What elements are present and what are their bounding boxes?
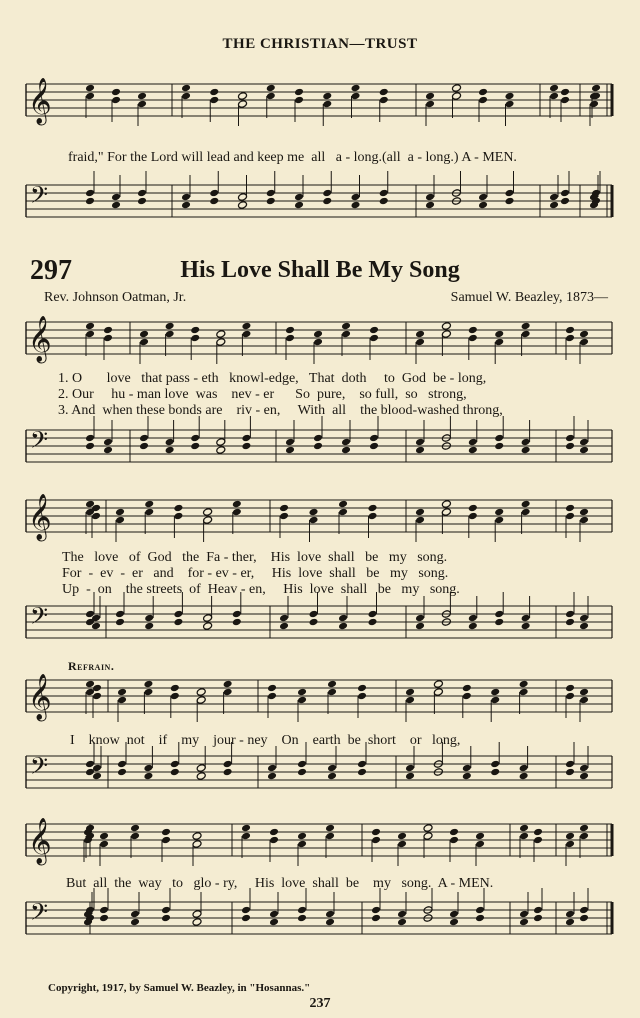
svg-text:𝄢: 𝄢: [30, 181, 49, 214]
verse-2-line-1: 2. Our hu - man love was nev - er So pure, so full, so strong,: [58, 387, 467, 402]
svg-text:𝄢: 𝄢: [30, 898, 49, 931]
svg-text:𝄢: 𝄢: [30, 426, 49, 459]
verse-1-line-2: The love of God the Fa - ther, His love shall be my song.: [62, 550, 448, 565]
svg-text:𝄞: 𝄞: [28, 316, 52, 362]
hymn-title: His Love Shall Be My Song: [180, 257, 460, 283]
svg-text:𝄢: 𝄢: [30, 752, 49, 785]
verse-3-line-1: 3. And when these bonds are riv - en, With all the blood-washed throng,: [58, 403, 503, 418]
composer-credit: Samuel W. Beazley, 1873—: [450, 290, 608, 305]
verse-2-line-2: For - ev - er and for - ev - er, His love shall be my song.: [62, 566, 449, 581]
running-header: THE CHRISTIAN—TRUST: [222, 36, 418, 52]
hymn-number: 297: [30, 255, 72, 286]
svg-text:𝄢: 𝄢: [30, 602, 49, 635]
refrain-line-1: I know not if my jour - ney On earth be short or long,: [70, 733, 461, 748]
refrain-label: Refrain.: [68, 659, 115, 673]
verse-1-line-1: 1. O love that pass - eth knowl-edge, That doth to God be - long,: [58, 371, 487, 386]
svg-text:𝄞: 𝄞: [28, 494, 52, 540]
previous-hymn-lyric: fraid," For the Lord will lead and keep me all a - long.(all a - long.) A - MEN.: [68, 150, 517, 165]
refrain-line-2: But all the way to glo - ry, His love shall be my song. A - MEN.: [66, 876, 494, 891]
copyright-notice: Copyright, 1917, by Samuel W. Beazley, in "Hosannas.": [48, 982, 311, 994]
svg-text:𝄞: 𝄞: [28, 78, 52, 124]
verse-3-line-2: Up - on the streets of Heav - en, His love shall be my song.: [62, 582, 460, 597]
svg-text:𝄞: 𝄞: [28, 818, 52, 864]
author-credit: Rev. Johnson Oatman, Jr.: [44, 290, 187, 305]
page-number: 237: [309, 996, 331, 1011]
svg-text:𝄞: 𝄞: [28, 674, 52, 720]
